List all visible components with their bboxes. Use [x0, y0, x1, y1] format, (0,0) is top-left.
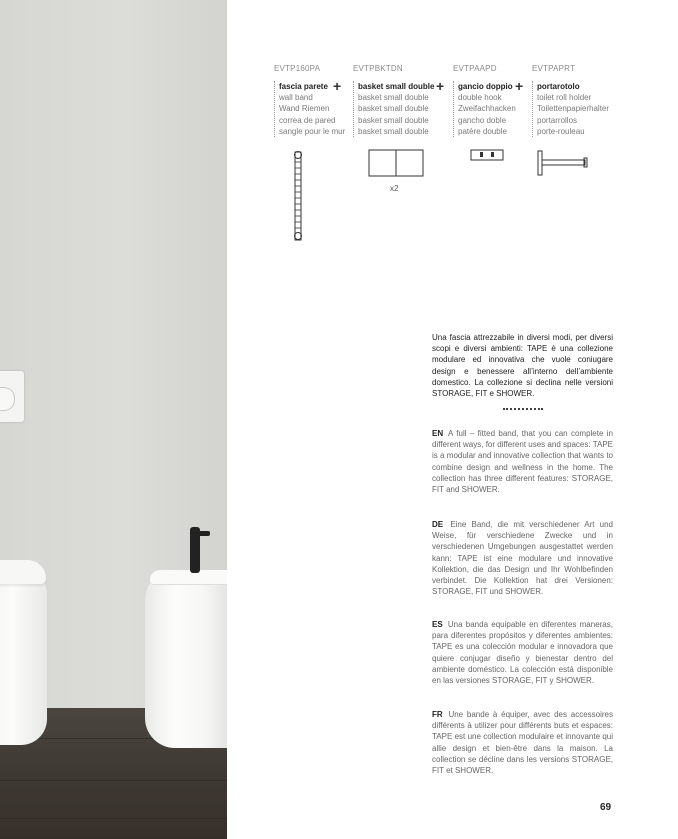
lang-code: DE [432, 520, 444, 529]
section-text: Una banda equipable en diferentes maneras, para diferentes propósitos y diferentes ambientes: TAPE es una colección modular e innovadora que quiere conjugar diseño y bienestar dentro del ambiente doméstico. La colección está disponible en las versiones STORAGE, FIT y SHOWER. [432, 620, 613, 686]
plus-icon: + [436, 78, 445, 94]
product-translation: Toilettenpapierhalter [537, 104, 610, 114]
lang-code: ES [432, 620, 443, 629]
text-section-es [432, 619, 613, 686]
product-translation: toilet roll holder [537, 93, 592, 103]
product-translation: Zweifachhacken [458, 104, 516, 114]
product-name: fascia parete [279, 82, 328, 91]
product-translation: basket small double [358, 126, 429, 136]
product-code: EVTPBKTDN [353, 64, 403, 73]
product-names [532, 81, 622, 137]
product-names [274, 78, 354, 137]
section-text: Eine Band, die mit verschiedener Art und Weise, für verschiedene Zwecke und in verschiedenen Umgebungen ausgestattet werden kann: TAPE ist eine modulare und innovative Kollektion, die das Design und Ihr Wohlbefinden verbindet. Die Kollektion hat drei Versionen: STORAGE, FIT und SHOWER. [432, 520, 613, 597]
product-translation: basket small double [358, 104, 429, 114]
intro-italian: Una fascia attrezzabile in diversi modi, per diversi scopi e diversi ambienti: TAPE è una collezione modulare ed innovativa che vuole coniugare design e benessere all’interno dell’ambiente domestico. La collezione si declina nelle versioni STORAGE, FIT e SHOWER. [432, 333, 613, 399]
bidet-rim [150, 570, 227, 585]
tap-spout [198, 531, 210, 536]
double-hook-icon [470, 149, 504, 161]
toilet-lid [0, 560, 46, 584]
product-code: EVTPAAPD [453, 64, 497, 73]
text-section-fr [432, 709, 613, 776]
product-basket [353, 64, 438, 137]
product-names [353, 81, 438, 137]
bidet [145, 570, 227, 748]
product-wall-band [274, 64, 354, 137]
product-translation: patère double [458, 126, 507, 136]
page-number: 69 [600, 802, 612, 813]
bathroom-photo [0, 0, 227, 839]
product-double-hook [453, 64, 523, 137]
product-translation: wall band [279, 93, 313, 103]
text-section-en [432, 428, 613, 495]
product-name: portarotolo [537, 82, 580, 91]
lang-code: EN [432, 429, 444, 438]
product-translation: porte-rouleau [537, 126, 585, 136]
product-names [453, 78, 524, 137]
product-translation: double hook [458, 93, 502, 103]
text-section-de [432, 519, 613, 597]
product-translation: basket small double [358, 93, 429, 103]
product-translation: Wand Riemen [279, 104, 330, 114]
product-code: EVTP160PA [274, 64, 321, 73]
product-translation: sangle pour le mur [279, 126, 346, 136]
product-name: gancio doppio [458, 82, 513, 91]
wall-band-icon [290, 150, 306, 242]
plus-icon: + [515, 78, 524, 94]
product-code: EVTPAPRT [532, 64, 576, 73]
product-roll-holder [532, 64, 622, 137]
lang-code: FR [432, 710, 443, 719]
section-text: A full – fitted band, that you can complete in different ways, for different uses and spaces: TAPE is a modular and innovative collection that wants to combine design and wellness in the home. The collection has three different features: STORAGE, FIT and SHOWER. [432, 429, 614, 495]
dotted-separator [503, 408, 543, 410]
product-translation: gancho doble [458, 115, 507, 125]
basket-double-icon [368, 149, 424, 177]
toilet-roll-holder-icon [537, 150, 589, 176]
product-translation: basket small double [358, 115, 429, 125]
product-name: basket small double [358, 82, 435, 91]
product-translation: correa de pared [279, 115, 336, 125]
section-text: Une bande à équiper, avec des accessoires différents à utilizer pour différents buts et espaces: TAPE est une collection modulaire et innovante qui allie design et bien-être dans la maison. La collection se décline dans les versions STORAGE, FIT et SHOWER. [432, 710, 613, 776]
toilet [0, 565, 47, 745]
quantity-label: x2 [390, 184, 399, 193]
plus-icon: + [333, 78, 342, 94]
product-translation: portarrollos [537, 115, 578, 125]
